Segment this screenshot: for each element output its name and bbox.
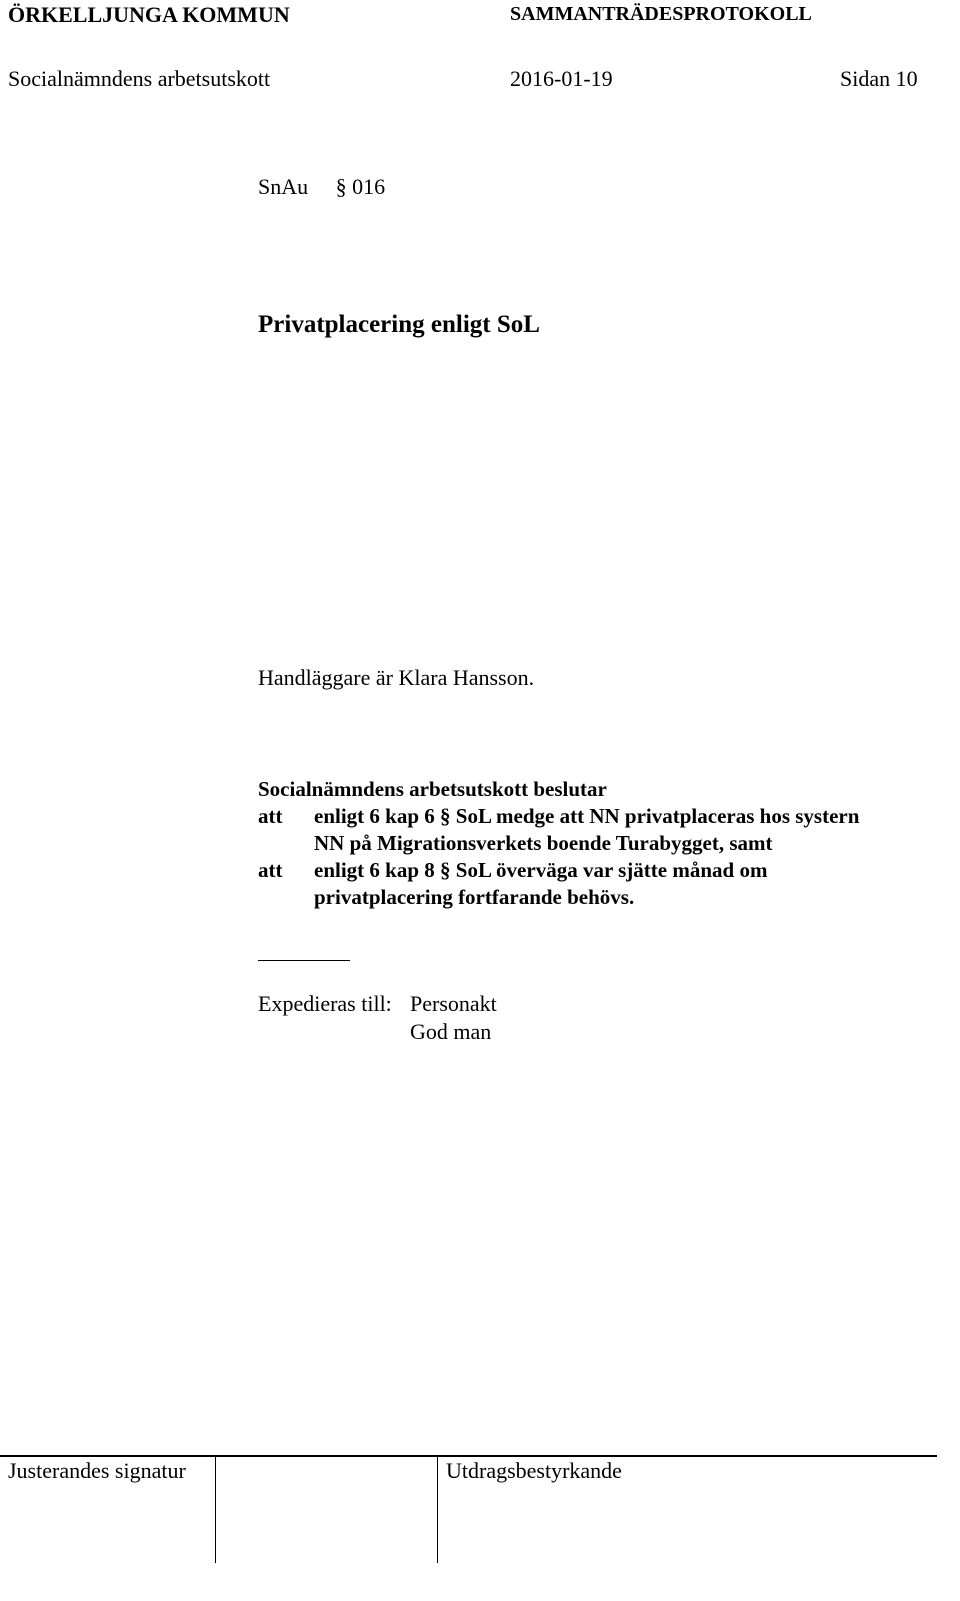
decision-item bbox=[258, 803, 859, 830]
certification-label: Utdragsbestyrkande bbox=[446, 1458, 622, 1483]
footer-rule bbox=[0, 1455, 937, 1457]
decision-item-line: enligt 6 kap 6 § SoL medge att NN privatplaceras hos systern bbox=[314, 804, 860, 828]
page-title: Privatplacering enligt SoL bbox=[258, 311, 540, 338]
decision-item bbox=[258, 857, 859, 884]
paragraph-number: 016 bbox=[352, 174, 386, 199]
footer-divider bbox=[437, 1456, 438, 1563]
expedition-recipient: God man bbox=[410, 1019, 492, 1044]
decision-item-line: NN på Migrationsverkets boende Turabygget, samt bbox=[314, 831, 773, 855]
decision-item-continuation bbox=[258, 830, 859, 857]
decision-item-continuation bbox=[258, 884, 859, 911]
section-divider bbox=[258, 960, 350, 961]
footer-divider bbox=[215, 1456, 216, 1563]
decision-item-label: att bbox=[258, 804, 283, 828]
committee-name: Socialnämndens arbetsutskott bbox=[8, 66, 271, 91]
decision-item-line: enligt 6 kap 8 § SoL överväga var sjätte månad om bbox=[314, 858, 768, 882]
paragraph-body: SnAu bbox=[258, 174, 309, 199]
expedition-block bbox=[258, 990, 497, 1046]
decision-item-line: privatplacering fortfarande behövs. bbox=[314, 885, 635, 909]
decision-item-label: att bbox=[258, 858, 283, 882]
paragraph-reference bbox=[258, 174, 385, 200]
expedition-recipient: Personakt bbox=[410, 991, 497, 1016]
decision-block bbox=[258, 776, 859, 911]
signature-label: Justerandes signatur bbox=[8, 1458, 186, 1483]
expedition-label: Expedieras till: bbox=[258, 991, 392, 1016]
document-type: SAMMANTRÄDESPROTOKOLL bbox=[510, 3, 812, 25]
decision-intro: Socialnämndens arbetsutskott beslutar bbox=[258, 777, 607, 801]
meeting-date: 2016-01-19 bbox=[510, 66, 613, 91]
paragraph-symbol: § bbox=[335, 174, 347, 199]
handler-text: Handläggare är Klara Hansson. bbox=[258, 665, 535, 690]
page-number: Sidan 10 bbox=[840, 66, 918, 91]
organization-name: ÖRKELLJUNGA KOMMUN bbox=[8, 2, 290, 27]
